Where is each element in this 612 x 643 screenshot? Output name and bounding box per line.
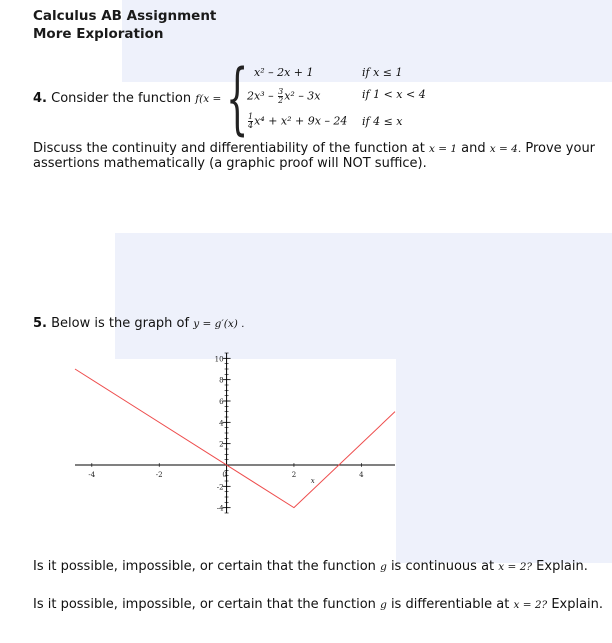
background-panel (115, 233, 612, 359)
problem-5-intro (33, 316, 245, 331)
math-g: g (380, 561, 387, 573)
x-tick-label: 2 (291, 471, 297, 479)
assignment-title: Calculus AB Assignment (33, 8, 217, 24)
piece-expr-tail: x⁴ + x² + 9x – 24 (254, 114, 348, 128)
question-text: Explain. (536, 559, 588, 574)
fraction (248, 113, 253, 130)
question-text: Is it possible, impossible, or certain that the function (33, 559, 376, 574)
x-axis-label: x (310, 477, 315, 485)
text-segment: Prove your (525, 141, 596, 156)
piece-expr: x² – 2x + 1 (254, 66, 314, 79)
y-tick-label: -4 (216, 504, 224, 513)
assignment-subtitle: More Exploration (33, 26, 164, 42)
piece-3 (247, 113, 347, 130)
fraction-numerator: 3 (278, 87, 284, 96)
y-tick-label: -2 (216, 483, 224, 492)
math-x2: x = 2? (498, 561, 533, 573)
series-line (75, 369, 395, 508)
fraction-numerator: 1 (248, 112, 254, 121)
piece-expr: 2x³ – (247, 89, 278, 103)
math-x1: x = 1 (428, 143, 458, 155)
piece-1 (254, 66, 314, 79)
problem-number: 4. (33, 91, 47, 106)
y-tick-label: 8 (219, 376, 224, 385)
piece-2 (247, 88, 321, 105)
question-continuity (33, 559, 588, 574)
problem-4-text-line2: assertions mathematically (a graphic proof will NOT suffice). (33, 156, 427, 171)
math-x4: x = 4. (489, 143, 522, 155)
text-segment: Discuss the continuity and differentiability of the function at (33, 141, 425, 156)
problem-number: 5. (33, 316, 47, 331)
text-and: and (461, 141, 486, 156)
question-text: is continuous at (390, 559, 495, 574)
question-text: is differentiable at (390, 597, 510, 612)
background-panel (396, 359, 612, 563)
x-tick-label: -2 (155, 471, 163, 479)
y-tick-label: 4 (219, 419, 224, 428)
fraction-denominator: 4 (248, 121, 254, 130)
question-differentiability (33, 597, 603, 612)
piece-1-condition: if x ≤ 1 (362, 66, 403, 79)
question-text: Explain. (551, 597, 604, 612)
problem-lead: Consider the function (51, 91, 192, 106)
x-tick-label: -4 (88, 471, 96, 479)
x-tick-label: 0 (222, 471, 227, 479)
function-name: f(x = (195, 93, 222, 105)
fraction (278, 88, 283, 105)
y-tick-label: 10 (214, 355, 224, 364)
question-text: Is it possible, impossible, or certain that the function (33, 597, 376, 612)
piecewise-brace: { (226, 54, 249, 144)
graph-expression: y = g′(x) . (193, 318, 245, 330)
y-tick-label: 6 (219, 398, 224, 406)
piece-3-condition: if 4 ≤ x (362, 115, 403, 128)
problem-4-text-line1 (33, 141, 595, 156)
derivative-graph (70, 353, 400, 518)
x-tick-label: 4 (359, 471, 364, 479)
problem-4-intro (33, 91, 221, 106)
math-g: g (380, 599, 387, 611)
piece-2-condition: if 1 < x < 4 (362, 88, 426, 101)
piece-expr-tail: x² – 3x (284, 89, 321, 103)
math-x2: x = 2? (513, 599, 548, 611)
y-tick-label: 2 (219, 440, 224, 449)
fraction-denominator: 2 (278, 96, 284, 105)
problem-lead: Below is the graph of (51, 316, 190, 331)
